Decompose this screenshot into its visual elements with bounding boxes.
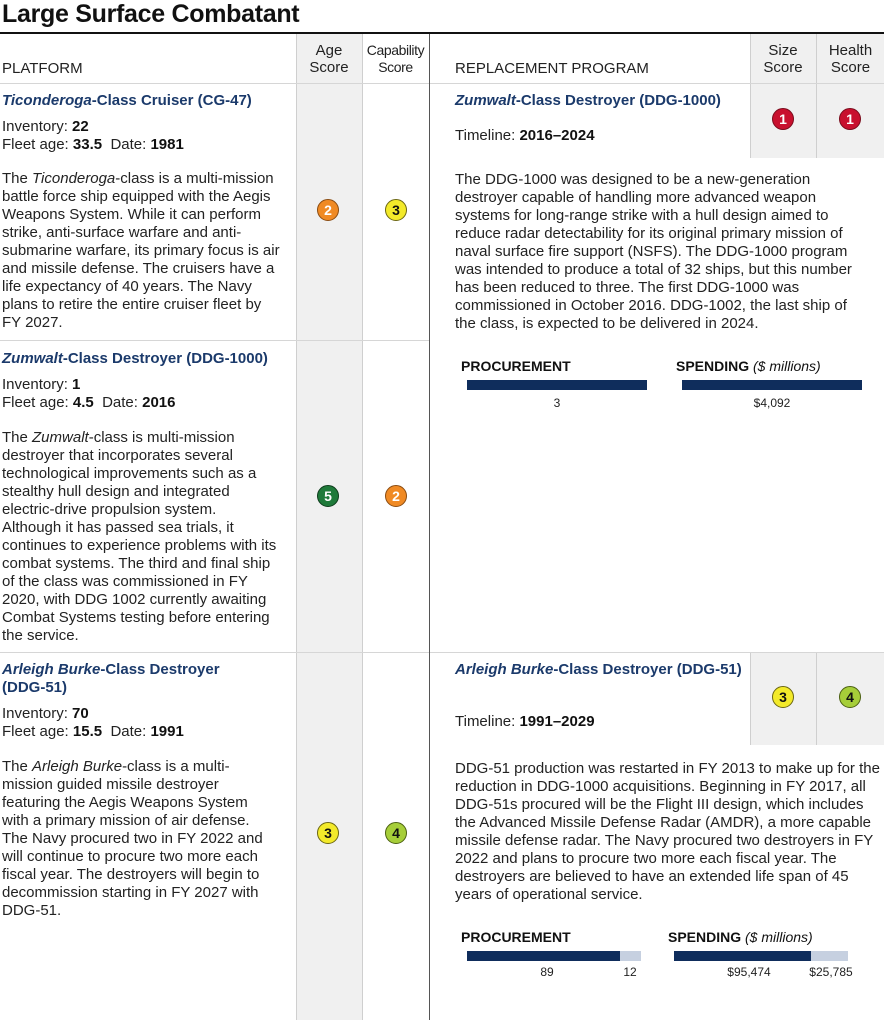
desc-post: -class is a multi-mission guided missile destroyer featuring the Aegis Weapons System with a primary mission of air defense. The Navy procured two in FY 2022 and will continue to procure two more each fiscal year. The destroyers will begin to decommission starting in FY 2027 with DDG-51. [2,758,263,919]
spending-unit: ($ millions) [753,358,821,374]
desc-italic: Ticonderoga [32,170,116,187]
fleet-age-value: 33.5 [72,136,103,153]
divider [362,34,363,1020]
age-score-column [296,34,362,1020]
desc-post: -class is a multi-mission battle force ship equipped with the Aegis Weapons System. While it can perform strike, anti-surface warfare and anti-submarine warfare, its primary focus is air and missile defense. The cruisers have a life expectancy of 40 years. The Navy plans to retire the entire cruiser fleet by FY 2027. [2,170,280,331]
inventory-value: 70 [72,705,89,722]
spending-remaining-value: $25,785 [809,965,853,979]
fleet-age-value: 4.5 [72,394,94,411]
inventory-label: Inventory: [2,376,68,393]
age-score-badge: 3 [317,822,339,844]
desc-pre: The [2,758,33,775]
program-timeline [455,127,595,145]
fleet-age-label: Fleet age: [2,136,69,153]
desc-pre: The [2,170,33,187]
procurement-bar-done [467,380,647,390]
inventory-value: 22 [72,118,89,135]
date-label: Date: [102,394,138,411]
page-title: Large Surface Combatant [2,0,300,28]
capability-score-badge: 3 [385,199,407,221]
health-score-header-line1: Health [828,42,873,59]
divider [750,653,751,745]
date-label: Date: [110,136,147,153]
platform-description [2,758,278,920]
procurement-done-value: 89 [540,965,554,979]
platform-header: PLATFORM [2,60,83,77]
date-value: 1981 [150,136,184,153]
platform-name-rest: -Class Destroyer (DDG-1000) [62,350,268,367]
program-name-italic: Arleigh Burke [455,661,554,678]
row-rule [430,652,884,653]
size-score-header-line2: Score [763,59,803,76]
program-name [455,661,745,679]
spending-label [668,929,813,945]
inventory-label: Inventory: [2,705,68,722]
spending-done-value: $95,474 [727,965,771,979]
fleet-age-value: 15.5 [72,723,103,740]
platform-description [2,429,278,645]
program-timeline [455,713,595,731]
inventory-label: Inventory: [2,118,68,135]
header-rule [430,83,884,84]
capability-score-header-line1: Capability [366,42,425,58]
capability-score-header-line2: Score [378,59,413,75]
spending-bar [682,380,862,390]
platform-name-rest: -Class Destroyer (DDG-51) [2,661,220,696]
platform-name-italic: Zumwalt [2,350,63,367]
age-score-header-line2: Score [309,59,349,76]
health-score-header [817,42,884,76]
date-value: 1991 [150,723,184,740]
timeline-value: 1991–2029 [519,713,595,730]
platform-name-italic: Ticonderoga [2,92,92,109]
platform-name [2,661,252,697]
platform-name-rest: -Class Cruiser (CG-47) [91,92,252,109]
section-divider [429,34,430,1020]
program-description: The DDG-1000 was designed to be a new-generation destroyer capable of handling more advanced weapon systems for long-range strike with a hull design aimed to reduce radar detectability for its original primary mission of naval surface fire support (NSFS). The DDG-1000 program was intended to produce a total of 32 ships, but this number has been reduced to three. The first DDG-1000 was commissioned in October 2016. DDG-1002, the last ship of the class, is expected to be delivered in 2024. [455,171,852,332]
spending-label-text: SPENDING [668,929,742,945]
age-score-header-line1: Age [315,42,343,59]
spending-bar [674,951,848,961]
replacement-header: REPLACEMENT PROGRAM [455,60,649,77]
fleet-age-label: Fleet age: [2,723,69,740]
inventory-value: 1 [72,376,81,393]
timeline-value: 2016–2024 [519,127,595,144]
desc-italic: Zumwalt [32,429,89,446]
platform-name-italic: Arleigh Burke [2,661,101,678]
platform-name [2,92,292,110]
age-score-badge: 5 [317,485,339,507]
timeline-label: Timeline: [455,713,516,730]
procurement-bar [467,951,641,961]
age-score-badge: 2 [317,199,339,221]
program-description: DDG-51 production was restarted in FY 2013 to make up for the reduction in DDG-1000 acquisitions. Beginning in FY 2017, all DDG-51s procured will be the Flight III design, which includes the Advanced Missile Defense Radar (AMDR), a more capable missile defense radar. The Navy procured two destroyers in FY 2022 and plans to procure two more each fiscal year. The destroyers are believed to have an extended life span of 45 years of operational service. [455,760,880,903]
row-rule [0,340,429,341]
spending-unit: ($ millions) [745,929,813,945]
divider [816,653,817,745]
health-score-badge: 4 [839,686,861,708]
age-score-header [296,42,362,76]
procurement-bar-done [467,951,620,961]
spending-label-text: SPENDING [676,358,750,374]
program-name-rest: -Class Destroyer (DDG-51) [553,661,742,678]
procurement-label: PROCUREMENT [461,929,571,945]
fleet-age-label: Fleet age: [2,394,69,411]
program-name [455,92,745,110]
date-value: 2016 [142,394,176,411]
timeline-label: Timeline: [455,127,516,144]
capability-score-badge: 2 [385,485,407,507]
program-name-rest: -Class Destroyer (DDG-1000) [515,92,721,109]
capability-score-header [362,42,429,76]
spending-label [676,358,821,374]
spending-bar-done [674,951,811,961]
size-score-badge: 1 [772,108,794,130]
desc-italic: Arleigh Burke [32,758,123,775]
procurement-remaining-value: 12 [623,965,637,979]
procurement-done-value: 3 [553,396,561,410]
platform-name [2,350,292,368]
spending-bar-done [682,380,862,390]
health-score-header-line2: Score [830,59,871,76]
header-rule [0,83,429,84]
platform-meta [2,705,292,741]
size-score-header-line1: Size [768,42,798,59]
procurement-label: PROCUREMENT [461,358,571,374]
desc-pre: The [2,429,33,446]
size-score-badge: 3 [772,686,794,708]
size-score-header [750,42,816,76]
divider [296,34,297,1020]
program-name-italic: Zumwalt [455,92,516,109]
capability-score-badge: 4 [385,822,407,844]
platform-meta [2,376,292,412]
procurement-bar [467,380,647,390]
spending-done-value: $4,092 [753,396,791,410]
date-label: Date: [110,723,147,740]
health-score-badge: 1 [839,108,861,130]
platform-description [2,170,282,332]
platform-meta [2,118,292,154]
desc-post: -class is multi-mission destroyer that incorporates several technological improvements such as a stealthy hull design and integrated electric-drive propulsion system. Although it has passed sea trials, it continues to experience problems with its combat systems. The third and final ship of the class was commissioned in FY 2020, with DDG 1002 currently awaiting Combat Systems testing before entering the service. [2,429,277,644]
row-rule [0,652,429,653]
